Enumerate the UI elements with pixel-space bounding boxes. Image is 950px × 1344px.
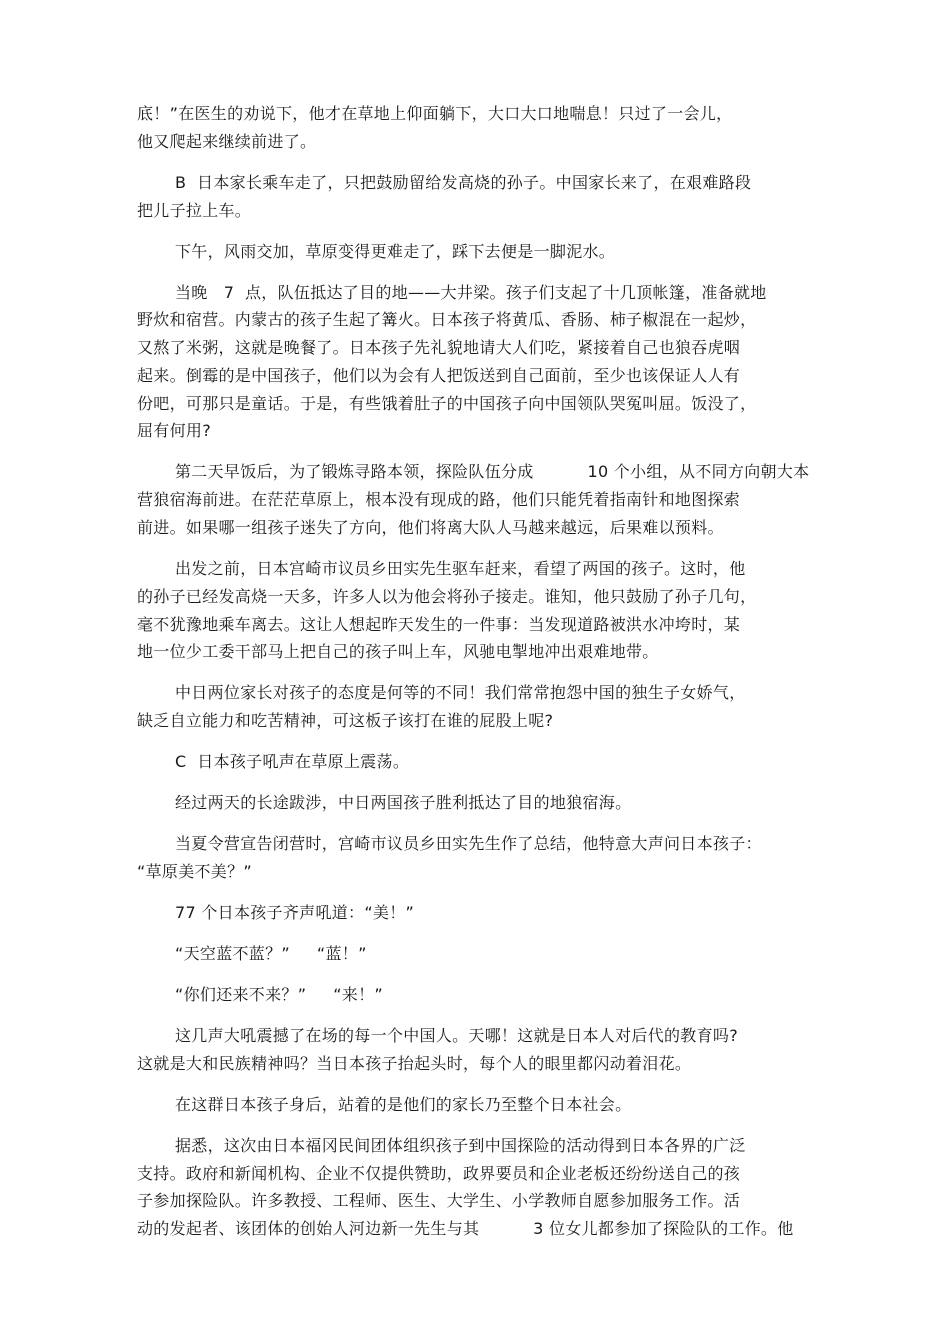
text-line: 屈有何用? xyxy=(137,421,211,440)
text-line: “天空蓝不蓝？” “蓝！” xyxy=(175,944,367,963)
text-line: 前进。如果哪一组孩子迷失了方向，他们将离大队人马越来越远，后果难以预料。 xyxy=(137,518,724,537)
text-line: 起来。倒霉的是中国孩子，他们以为会有人把饭送到自己面前，至少也该保证人人有 xyxy=(137,366,741,385)
text-line: 营狼宿海前进。在茫茫草原上，根本没有现成的路，他们只能凭着指南针和地图探索 xyxy=(137,490,741,509)
text-line: 又熬了米粥，这就是晚餐了。日本孩子先礼貌地请大人们吃，紧接着自己也狼吞虎咽 xyxy=(137,338,741,357)
text-line: “你们还来不来？” “来！” xyxy=(175,985,383,1004)
text-line: 当夏令营宣告闭营时，宫崎市议员乡田实先生作了总结，他特意大声问日本孩子： xyxy=(175,834,762,853)
text-line: 中日两位家长对孩子的态度是何等的不同！我们常常抱怨中国的独生子女娇气， xyxy=(175,683,746,702)
text-line: C 日本孩子吼声在草原上震荡。 xyxy=(175,752,410,771)
text-line: 缺乏自立能力和吃苦精神，可这板子该打在谁的屁股上呢? xyxy=(137,711,554,730)
text-line: 据悉，这次由日本福冈民间团体组织孩子到中国探险的活动得到日本各界的广泛 xyxy=(175,1136,746,1155)
text-line: 动的发起者、该团体的创始人河边新一先生与其 3 位女儿都参加了探险队的工作。他 xyxy=(137,1219,794,1238)
text-line: 下午，风雨交加，草原变得更难走了，踩下去便是一脚泥水。 xyxy=(175,242,616,261)
text-line: 毫不犹豫地乘车离去。这让人想起昨天发生的一件事：当发现道路被洪水冲垮时，某 xyxy=(137,615,741,634)
text-line: 第二天早饭后，为了锻炼寻路本领，探险队伍分成 10 个小组，从不同方向朝大本 xyxy=(175,462,810,481)
text-line: 77 个日本孩子齐声吼道：“美！” xyxy=(175,903,415,922)
text-line: 的孙子已经发高烧一天多，许多人以为他会将孙子接走。谁知，他只鼓励了孙子几句， xyxy=(137,587,757,606)
text-line: 份吧，可那只是童话。于是，有些饿着肚子的中国孩子向中国领队哭冤叫屈。饭没了， xyxy=(137,394,757,413)
text-line: 底！”在医生的劝说下，他才在草地上仰面躺下，大口大口地喘息！只过了一会儿， xyxy=(137,104,733,123)
text-line: 子参加探险队。许多教授、工程师、医生、大学生、小学教师自愿参加服务工作。活 xyxy=(137,1191,741,1210)
text-line: 这几声大吼震撼了在场的每一个中国人。天哪！这就是日本人对后代的教育吗? xyxy=(175,1026,738,1045)
text-line: 野炊和宿营。内蒙古的孩子生起了篝火。日本孩子将黄瓜、香肠、柿子椒混在一起炒， xyxy=(137,310,757,329)
text-line: 经过两天的长途跋涉，中日两国孩子胜利抵达了目的地狼宿海。 xyxy=(175,793,632,812)
text-line: 在这群日本孩子身后，站着的是他们的家长乃至整个日本社会。 xyxy=(175,1095,632,1114)
text-line: B 日本家长乘车走了，只把鼓励留给发高烧的孙子。中国家长来了，在艰难路段 xyxy=(175,173,752,192)
text-line: 支持。政府和新闻机构、企业不仅提供赞助，政界要员和企业老板还纷纷送自己的孩 xyxy=(137,1164,741,1183)
text-line: 这就是大和民族精神吗？当日本孩子抬起头时，每个人的眼里都闪动着泪花。 xyxy=(137,1054,692,1073)
text-line: 他又爬起来继续前进了。 xyxy=(137,132,317,151)
text-line: “草原美不美？” xyxy=(137,862,252,881)
text-line: 出发之前，日本宫崎市议员乡田实先生驱车赶来，看望了两国的孩子。这时，他 xyxy=(175,559,746,578)
text-line: 把儿子拉上车。 xyxy=(137,201,252,220)
text-line: 当晚 7 点，队伍抵达了目的地——大井梁。孩子们支起了十几顶帐篷，准备就地 xyxy=(175,283,767,302)
text-line: 地一位少工委干部马上把自己的孩子叫上车，风驰电掣地冲出艰难地带。 xyxy=(137,642,659,661)
